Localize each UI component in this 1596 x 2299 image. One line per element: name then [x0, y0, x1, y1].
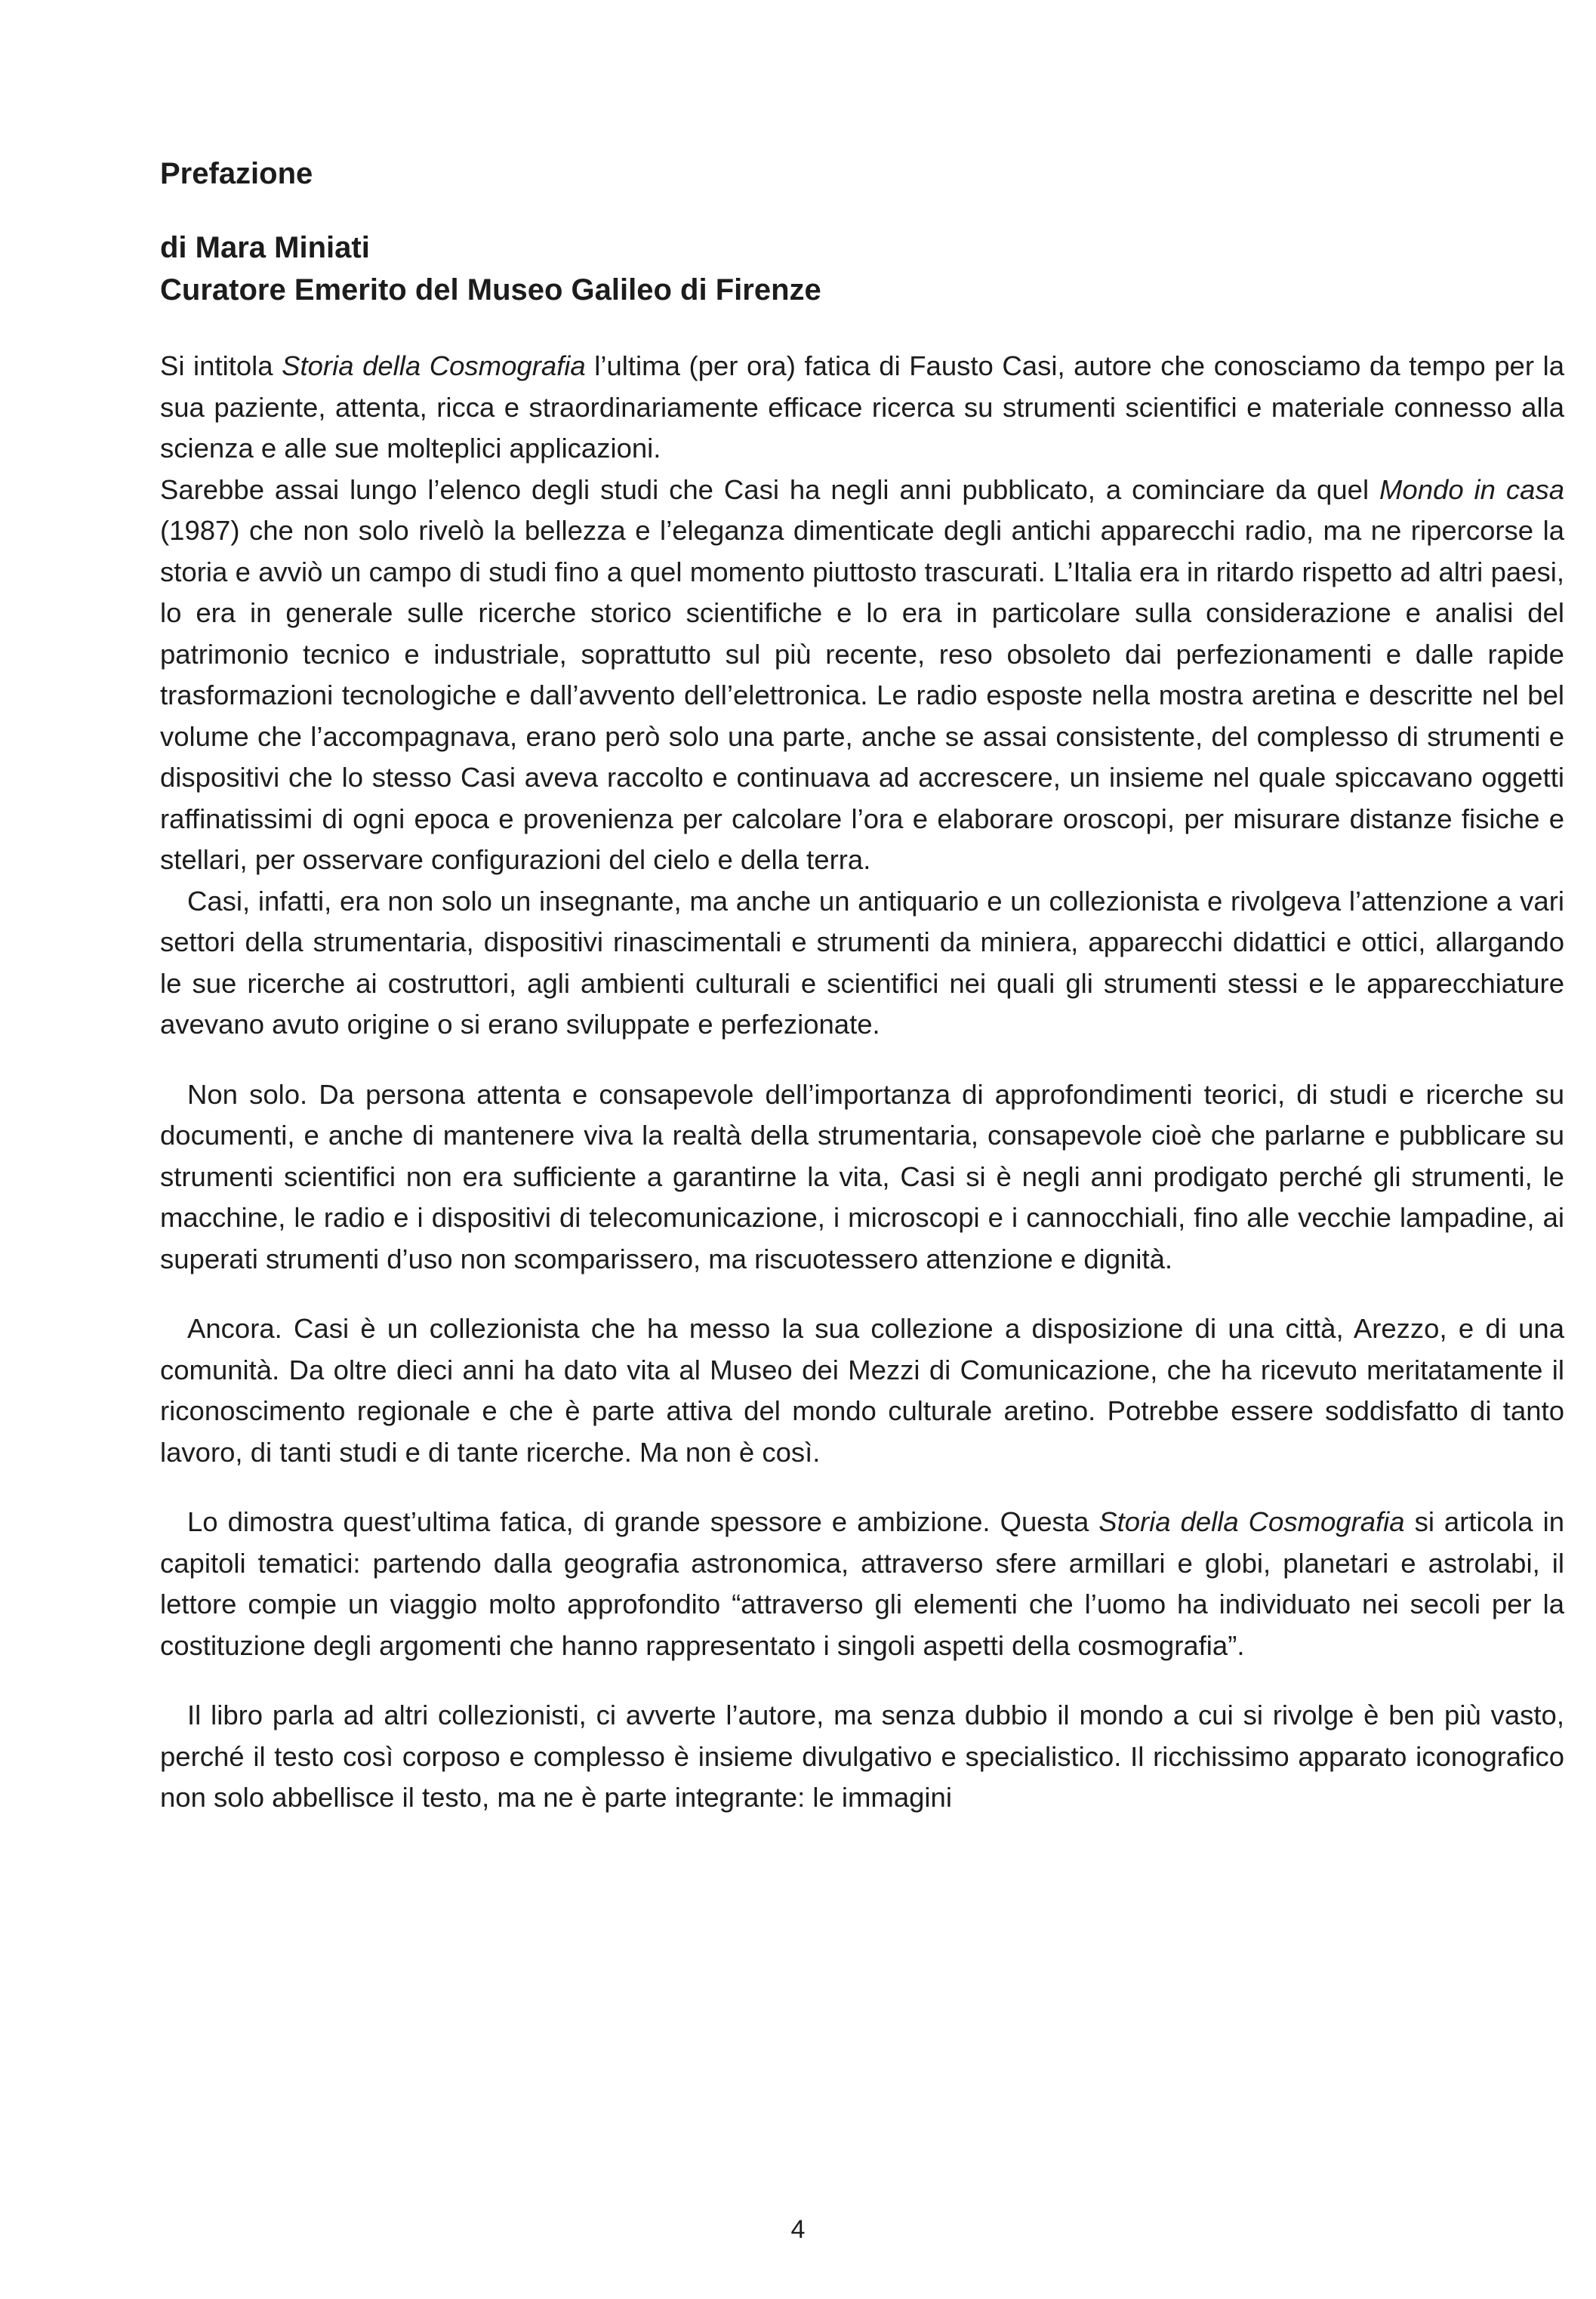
preface-author: di Mara Miniati: [160, 231, 370, 264]
paragraph-1: Si intitola Storia della Cosmografia l’ultima (per ora) fatica di Fausto Casi, autore che conosciamo da tempo per la sua paziente, attenta, ricca e straordinariamente efficace ricerca su strumenti scientifici e materiale connesso alla scienza e alle sue molteplici applicazioni.: [160, 350, 1564, 464]
paragraph-5: Ancora. Casi è un collezionista che ha messo la sua collezione a disposizione di una città, Arezzo, e di una comunità. Da oltre dieci anni ha dato vita al Museo dei Mezzi di Comunicazione, che ha ricevuto meritatamente il riconoscimento regionale e che è parte attiva del mondo culturale aretino. Potrebbe essere soddisfatto di tanto lavoro, di tanti studi e di tante ricerche. Ma non è così.: [160, 1313, 1564, 1468]
page-number: 4: [790, 2215, 806, 2244]
author-role: Curatore Emerito del Museo Galileo di Firenze: [160, 273, 821, 307]
section-title: Prefazione: [160, 157, 313, 190]
paragraph-4: Non solo. Da persona attenta e consapevole dell’importanza di approfondimenti teorici, di studi e ricerche su documenti, e anche di mantenere viva la realtà della strumentaria, consapevole cioè che parlarne e pubblicare su strumenti scientifici non era sufficiente a garantirne la vita, Casi si è negli anni prodigato perché gli strumenti, le macchine, le radio e i dispositivi di telecomunicazione, i microscopi e i cannocchiali, fino alle vecchie lampadine, ai superati strumenti d’uso non scomparissero, ma riscuotessero attenzione e dignità.: [160, 1078, 1564, 1274]
paragraph-7: Il libro parla ad altri collezionisti, ci avverte l’autore, ma senza dubbio il mondo a cui si rivolge è ben più vasto, perché il testo così corposo e complesso è insieme divulgativo e specialistico. Il ricchissimo apparato iconografico non solo abbellisce il testo, ma ne è parte integrante: le immagini: [160, 1700, 1564, 1813]
paragraph-3: Casi, infatti, era non solo un insegnante, ma anche un antiquario e un collezionista e rivolgeva l’attenzione a vari settori della strumentaria, dispositivi rinascimentali e strumenti da miniera, apparecchi didattici e ottici, allargando le sue ricerche ai costruttori, agli ambienti culturali e scientifici nei quali gli strumenti stessi e le apparecchiature avevano avuto origine o si erano sviluppate e perfezionate.: [160, 885, 1564, 1040]
paragraph-2: Sarebbe assai lungo l’elenco degli studi che Casi ha negli anni pubblicato, a cominciare da quel Mondo in casa (1987) che non solo rivelò la bellezza e l’eleganza dimenticate degli antichi apparecchi radio, ma ne ripercorse la storia e avviò un campo di studi fino a quel momento piuttosto trascurati. L’Italia era in ritardo rispetto ad altri paesi, lo era in generale sulle ricerche storico scientifiche e lo era in particolare sulla considerazione e analisi del patrimonio tecnico e industriale, soprattutto sul più recente, reso obsoleto dai perfezionamenti e dalle rapide trasformazioni tecnologiche e dall’avvento dell’elettronica. Le radio esposte nella mostra aretina e descritte nel bel volume che l’accompagnava, erano però solo una parte, anche se assai consistente, del complesso di strumenti e dispositivi che lo stesso Casi aveva raccolto e continuava ad accrescere, un insieme nel quale spiccavano oggetti raffinatissimi di ogni epoca e provenienza per calcolare l’ora e elaborare oroscopi, per misurare distanze fisiche e stellari, per osservare configurazioni del cielo e della terra.: [160, 473, 1564, 875]
preface-body: [160, 346, 1564, 1819]
paragraph-6: Lo dimostra quest’ultima fatica, di grande spessore e ambizione. Questa Storia della Cosmografia si articola in capitoli tematici: partendo dalla geografia astronomica, attraverso sfere armillari e globi, planetari e astrolabi, il lettore compie un viaggio molto approfondito “attraverso gli elementi che l’uomo ha individuato nei secoli per la costituzione degli argomenti che hanno rappresentato i singoli aspetti della cosmografia”.: [160, 1506, 1564, 1661]
